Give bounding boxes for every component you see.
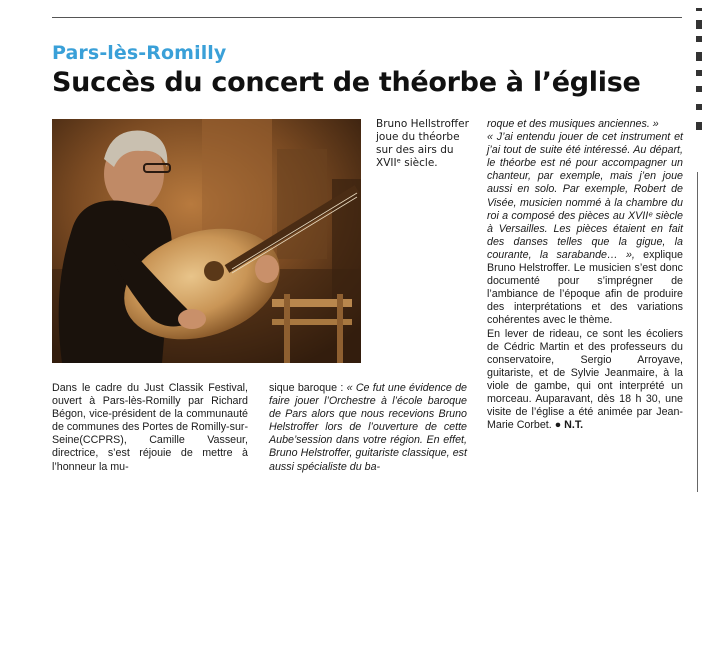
- top-rule: [52, 17, 682, 18]
- article-column-2: [269, 382, 467, 474]
- text-run: explique Bruno Helstroffer. Le musicien s’est donc documenté pour s’imprégner de l’ambiance de l’époque afin de produire des interprétations et des variations cohérentes avec le thème.: [487, 248, 683, 327]
- text-run: sique baroque :: [269, 382, 347, 394]
- paragraph-quote-2: [487, 131, 683, 327]
- article-kicker: Pars-lès-Romilly: [52, 42, 227, 64]
- article-photo: [52, 119, 361, 363]
- quote-run: roque et des musiques anciennes. »: [487, 118, 659, 130]
- article-headline: Succès du concert de théorbe à l’église: [52, 67, 641, 98]
- quote-run: « J’ai entendu jouer de cet instrument et j’ai tout de suite été intéressé. Au départ, le théorbe est né pour accompagner un chanteur, par exemple, mais j’en joue aussi en solo. Par exemple, Robert de Visée, musicien nommé à la chambre du roi a composé des pièces au XVIIᵉ siècle à Versailles. Les pièces étaient en fait des danses telles que la gigue, la courante, la sarabande… »,: [487, 131, 683, 261]
- column-divider: [697, 172, 698, 492]
- paragraph-intro: Dans le cadre du Just Classik Festival, ouvert à Pars-lès-Romilly par Richard Bégon, vice-président de la communauté de communes des Portes de Romilly-sur-Seine(CCPRS), Camille Vasseur, directrice, s’est réjouie de mettre à l’honneur la mu-: [52, 382, 249, 473]
- article-column-3: [487, 118, 683, 432]
- theorbo-player-illustration: [52, 119, 361, 363]
- author-signature: ● N.T.: [554, 419, 584, 432]
- paragraph-closing: [487, 328, 683, 433]
- photo-caption: Bruno Hellstroffer joue du théorbe sur des airs du XVIIᵉ siècle.: [376, 118, 469, 169]
- quote-run: « Ce fut une évidence de faire jouer l’Orchestre à l’école baroque de Pars alors que nous recevions Bruno Helstroffer lors de l’ouverture de cette Aube’session dans votre région. En effet, Bruno Helstroffer, guitariste classique, est aussi spécialiste du ba-: [269, 382, 467, 473]
- text-run: En lever de rideau, ce sont les écoliers de Cédric Martin et des professeurs du conservatoire, Sergio Arroyave, guitariste, et de Sylvie Jeanmaire, à la viole de gambe, qui ont interprété un morceau. Auparavant, dès 18 h 30, une visite de l’église a été animée par Jean-Marie Corbet.: [487, 327, 683, 432]
- paragraph-quote-end: [487, 118, 683, 131]
- article-column-1: [52, 382, 248, 474]
- paragraph-quote-1: [269, 382, 467, 474]
